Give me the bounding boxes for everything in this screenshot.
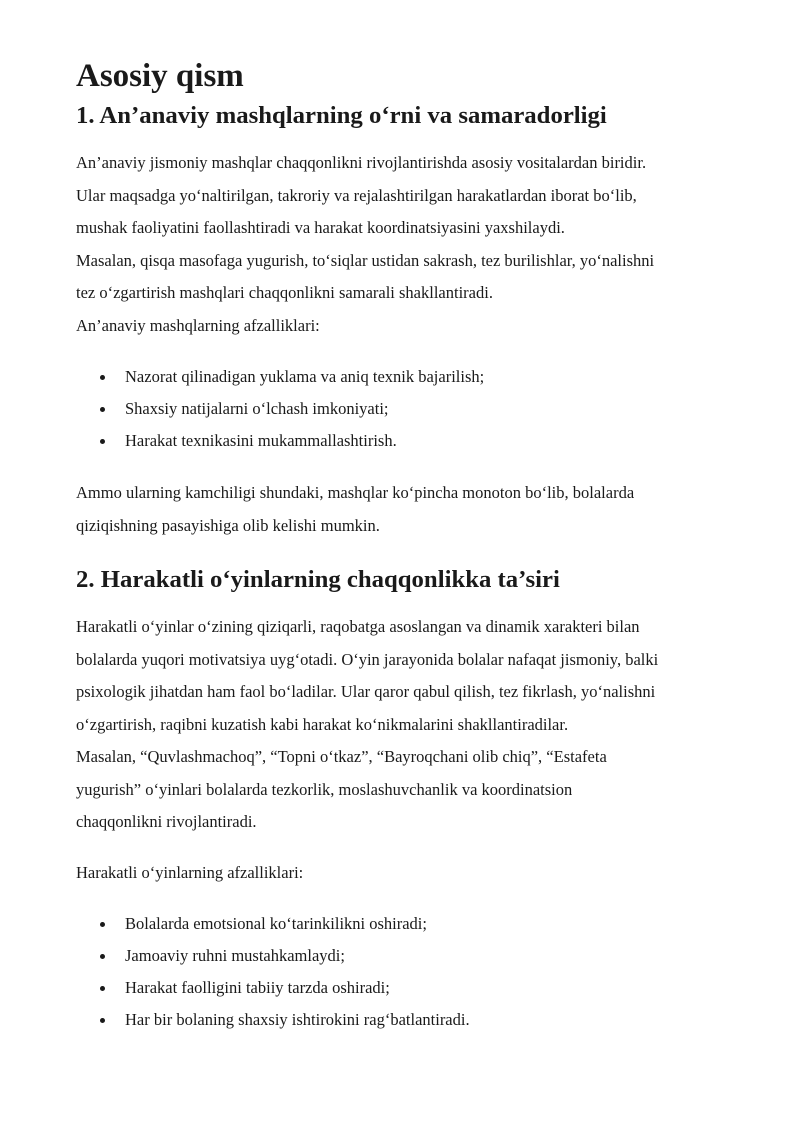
bullet-icon (100, 922, 105, 927)
paragraph-line: qiziqishning pasayishiga olib kelishi mumkin. (76, 515, 380, 535)
paragraph-line: Harakatli o‘yinlar o‘zining qiziqarli, raqobatga asoslangan va dinamik xarakteri bilan (76, 617, 640, 636)
bullet-icon (100, 407, 105, 412)
section-2-paragraph (76, 611, 736, 839)
list-item (76, 361, 484, 393)
paragraph-line: chaqqonlikni rivojlantiradi. (76, 812, 257, 831)
paragraph-line: An’anaviy jismoniy mashqlar chaqqonlikni rivojlantirishda asosiy vositalardan biridir. (76, 153, 647, 172)
paragraph-line: bolalarda yuqori motivatsiya uyg‘otadi. O‘yin jarayonida bolalar nafaqat jismoniy, balki (76, 649, 659, 669)
section-1-title: 1. An’anaviy mashqlarning o‘rni va samaradorligi (76, 102, 607, 129)
paragraph-line: tez o‘zgartirish mashqlari chaqqonlikni samarali shakllantiradi. (76, 283, 493, 302)
list-item (76, 908, 470, 940)
list-item-text: Jamoaviy ruhni mustahkamlaydi; (125, 946, 345, 965)
paragraph-line: An’anaviy mashqlarning afzalliklari: (76, 315, 320, 335)
list-item (76, 940, 470, 972)
paragraph-line: Masalan, qisqa masofaga yugurish, to‘siqlar ustidan sakrash, tez burilishlar, yo‘nalishni (76, 250, 655, 270)
list-item (76, 1004, 470, 1036)
section-2-title: 2. Harakatli o‘yinlarning chaqqonlikka ta’siri (76, 566, 560, 593)
bullet-icon (100, 439, 105, 444)
bullet-icon (100, 986, 105, 991)
list-item-text: Bolalarda emotsional ko‘tarinkilikni oshiradi; (125, 914, 427, 933)
list-item-text: Harakat texnikasini mukammallashtirish. (125, 431, 397, 450)
bullet-icon (100, 1018, 105, 1023)
list-item-text: Nazorat qilinadigan yuklama va aniq texnik bajarilish; (125, 367, 485, 386)
paragraph-line: Ammo ularning kamchiligi shundaki, mashqlar ko‘pincha monoton bo‘lib, bolalarda (76, 483, 635, 502)
paragraph-line: o‘zgartirish, raqibni kuzatish kabi harakat ko‘nikmalarini shakllantiradilar. (76, 714, 569, 734)
paragraph-line: mushak faoliyatini faollashtiradi va harakat koordinatsiyasini yaxshilaydi. (76, 218, 565, 237)
list-item-text: Shaxsiy natijalarni o‘lchash imkoniyati; (125, 399, 389, 418)
list-item (76, 425, 484, 457)
section-1-closing-paragraph (76, 477, 736, 542)
section-2-advantages-intro: Harakatli o‘yinlarning afzalliklari: (76, 863, 304, 882)
main-heading: Asosiy qism (76, 58, 244, 94)
section-1-advantages-list (76, 361, 484, 457)
section-2-advantages-list (76, 908, 470, 1036)
bullet-icon (100, 954, 105, 959)
section-1-paragraph (76, 147, 736, 342)
list-item (76, 972, 470, 1004)
bullet-icon (100, 375, 105, 380)
paragraph-line: Ular maqsadga yo‘naltirilgan, takroriy va rejalashtirilgan harakatlardan iborat bo‘lib, (76, 185, 637, 205)
paragraph-line: Masalan, “Quvlashmachoq”, “Topni o‘tkaz”, “Bayroqchani olib chiq”, “Estafeta (76, 747, 607, 766)
list-item-text: Harakat faolligini tabiiy tarzda oshiradi; (125, 978, 390, 997)
list-item-text: Har bir bolaning shaxsiy ishtirokini rag‘batlantiradi. (125, 1010, 470, 1029)
paragraph-line: psixologik jihatdan ham faol bo‘ladilar. Ular qaror qabul qilish, tez fikrlash, yo‘nalishni (76, 682, 656, 701)
list-item (76, 393, 484, 425)
paragraph-line: yugurish” o‘yinlari bolalarda tezkorlik, moslashuvchanlik va koordinatsion (76, 779, 573, 799)
